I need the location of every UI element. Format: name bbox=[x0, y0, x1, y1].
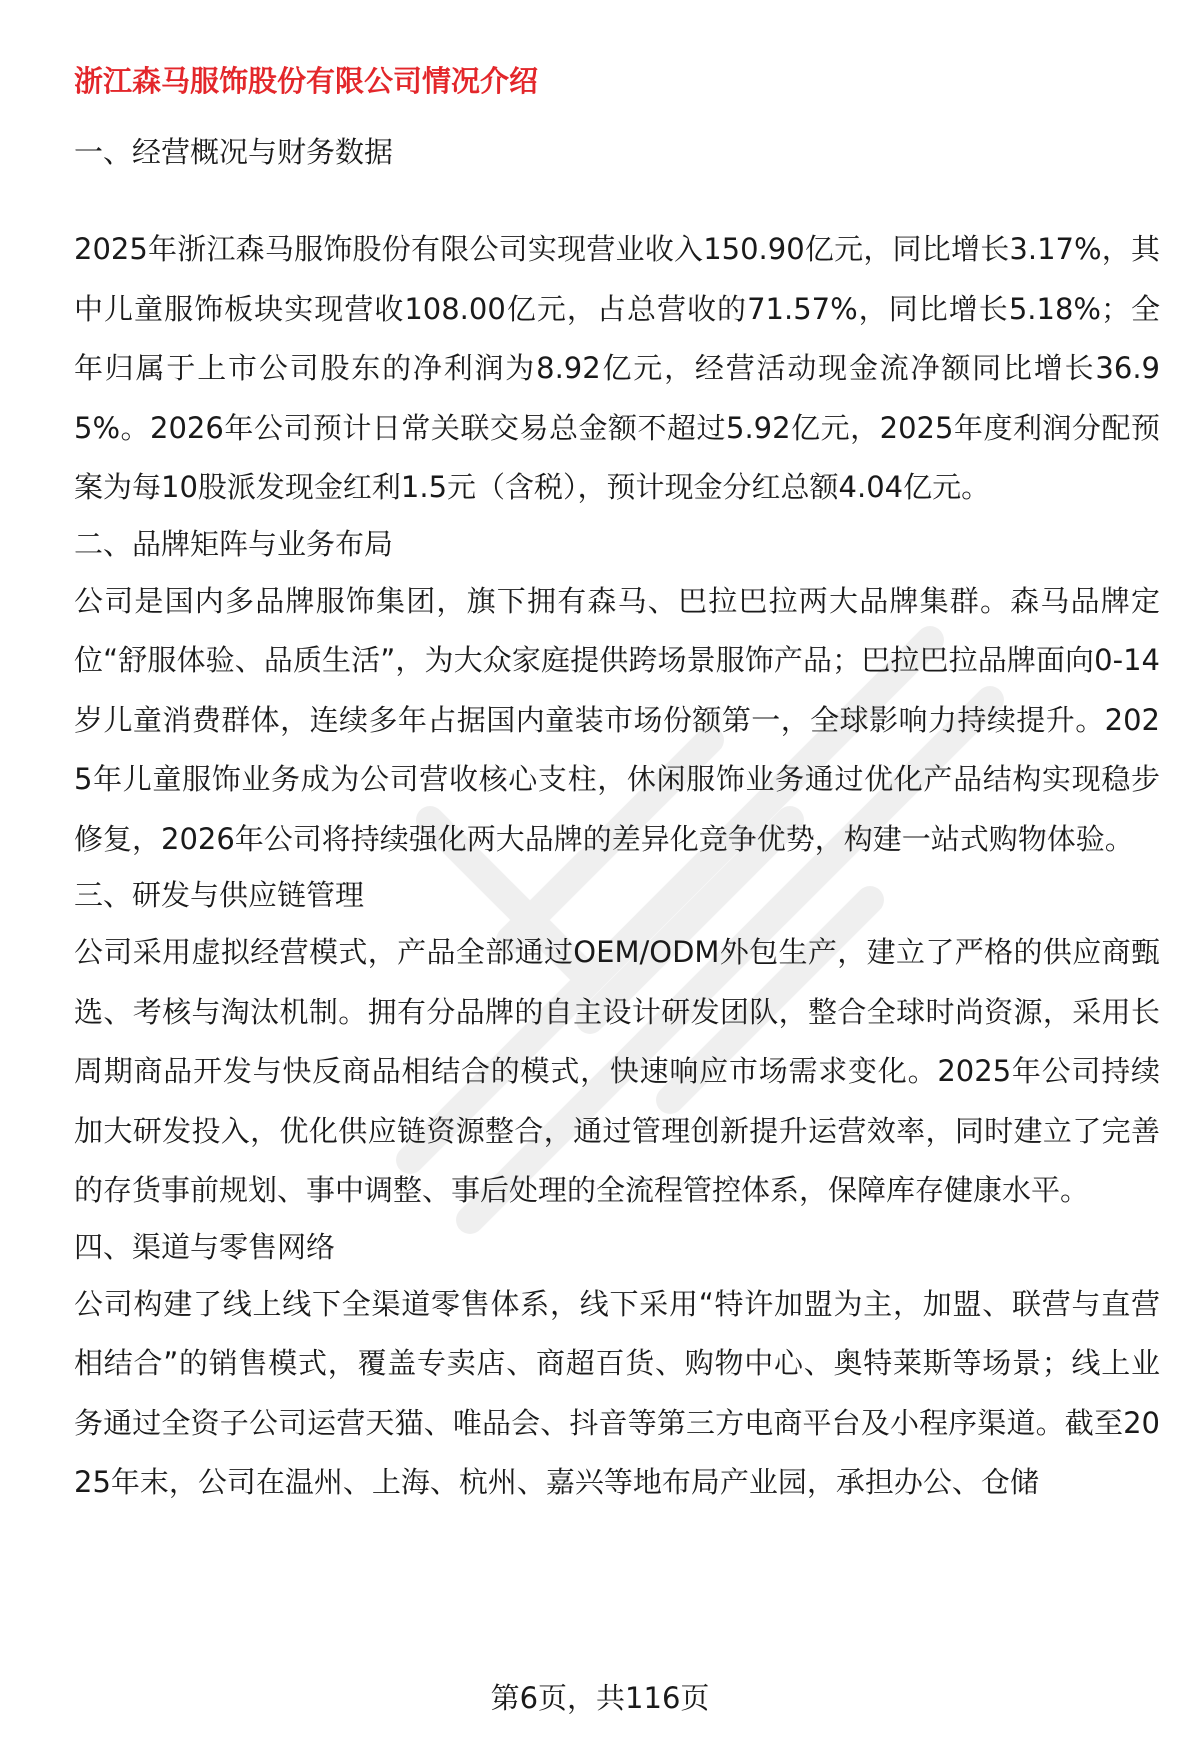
section-body-3: 公司采用虚拟经营模式，产品全部通过OEM/ODM外包生产，建立了严格的供应商甄选、考核与淘汰机制。拥有分品牌的自主设计研发团队，整合全球时尚资源，采用长周期商品开发与快反商品相结合的模式，快速响应市场需求变化。2025年公司持续加大研发投入，优化供应链资源整合，通过管理创新提升运营效率，同时建立了完善的存货事前规划、事中调整、事后处理的全流程管控体系，保障库存健康水平。 bbox=[74, 935, 1160, 1207]
document-title: 浙江森马服饰股份有限公司情况介绍 bbox=[74, 64, 539, 98]
section-body-1: 2025年浙江森马服饰股份有限公司实现营业收入150.90亿元，同比增长3.17%，其中儿童服饰板块实现营收108.00亿元，占总营收的71.57%，同比增长5.18%；全年归属于上市公司股东的净利润为8.92亿元，经营活动现金流净额同比增长36.95%。2026年公司预计日常关联交易总金额不超过5.92亿元，2025年度利润分配预案为每10股派发现金红利1.5元（含税），预计现金分红总额4.04亿元。 bbox=[74, 232, 1160, 504]
page-footer: 第6页，共116页 bbox=[490, 1681, 710, 1715]
section-heading-1: 一、经营概况与财务数据 bbox=[74, 135, 394, 169]
section-heading-2: 二、品牌矩阵与业务布局 bbox=[74, 526, 394, 561]
section-heading-4: 四、渠道与零售网络 bbox=[74, 1229, 336, 1264]
section-heading-3: 三、研发与供应链管理 bbox=[74, 878, 365, 912]
document-page bbox=[74, 56, 1160, 1515]
section-body-2: 公司是国内多品牌服饰集团，旗下拥有森马、巴拉巴拉两大品牌集群。森马品牌定位“舒服体验、品质生活”，为大众家庭提供跨场景服饰产品；巴拉巴拉品牌面向0-14岁儿童消费群体，连续多年占据国内童装市场份额第一，全球影响力持续提升。2025年儿童服饰业务成为公司营收核心支柱，休闲服饰业务通过优化产品结构实现稳步修复，2026年公司将持续强化两大品牌的差异化竞争优势，构建一站式购物体验。 bbox=[74, 583, 1160, 856]
section-body-4: 公司构建了线上线下全渠道零售体系，线下采用“特许加盟为主，加盟、联营与直营相结合”的销售模式，覆盖专卖店、商超百货、购物中心、奥特莱斯等场景；线上业务通过全资子公司运营天猫、唯品会、抖音等第三方电商平台及小程序渠道。截至2025年末，公司在温州、上海、杭州、嘉兴等地布局产业园，承担办公、仓储 bbox=[74, 1286, 1160, 1499]
